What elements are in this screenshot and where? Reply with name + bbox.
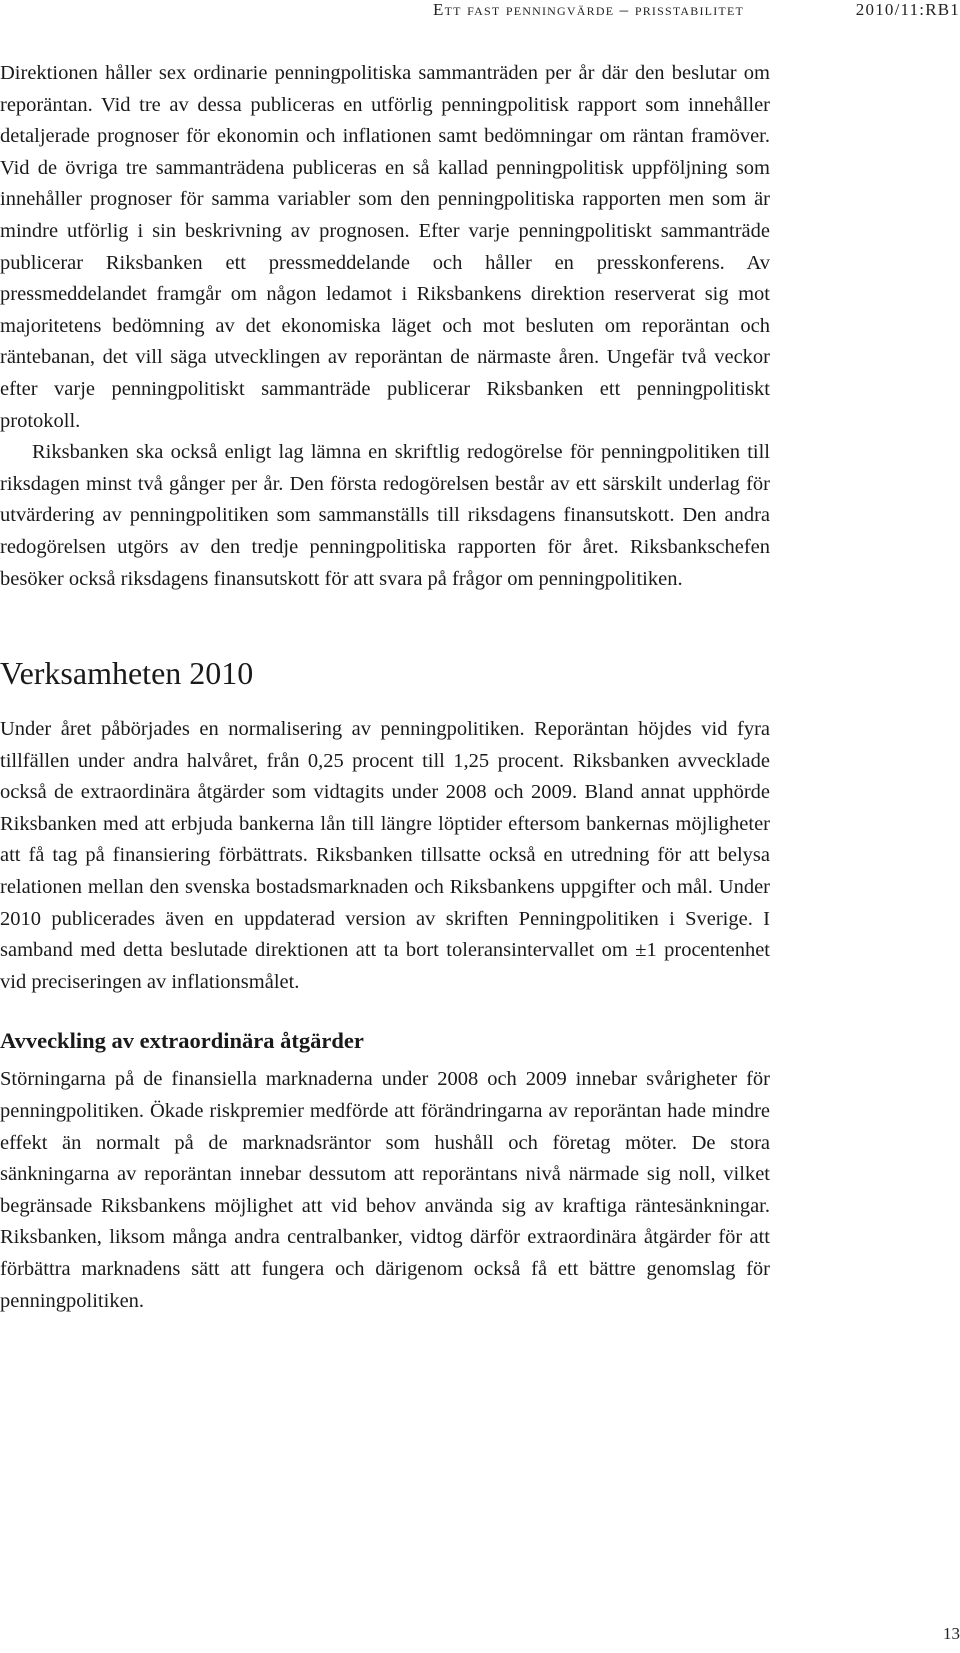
paragraph-avveckling: Störningarna på de finansiella marknaderna under 2008 och 2009 innebar svårigheter för penningpolitiken. Ökade riskpremier medförde att förändringarna av reporäntan hade mindre effekt än normalt på de marknadsräntor som hushåll och företag möter. De stora sänkningarna av reporäntan innebar dessutom att reporäntans nivå närmade sig noll, vilket begränsade Riksbankens möjlighet att vid behov använda sig av kraftiga räntesänkningar. Riksbanken, liksom många andra centralbanker, vidtog därför extraordinära åtgärder för att förbättra marknadens sätt att fungera och därigenom också få ett bättre genomslag för penningpolitiken. [0,1068,770,1312]
paragraph-direktionen: Direktionen håller sex ordinarie penningpolitiska sammanträden per år där den beslutar om reporäntan. Vid tre av dessa publiceras en utförlig penningpolitisk rapport som innehåller detaljerade prognoser för ekonomin och inflationen samt bedömningar om räntan framöver. Vid de övriga tre sammanträdena publiceras en så kallad penningpolitisk uppföljning som innehåller prognoser för samma variabler som den penningpolitiska rapporten men som är mindre utförlig i sin beskrivning av prognosen. Efter varje penningpolitiskt sammanträde publicerar Riksbanken ett pressmeddelande och håller en presskonferens. Av pressmeddelandet framgår om någon ledamot i Riksbankens direktion reserverat sig mot majoritetens bedömning av det ekonomiska läget och mot besluten om reporäntan och räntebanan, det vill säga utvecklingen av reporäntan de närmaste åren. Ungefär två veckor efter varje penningpolitiskt sammanträde publicerar Riksbanken ett penningpolitiskt protokoll. [0,62,770,432]
section-heading: Verksamheten 2010 [0,655,254,692]
page-body [0,58,770,1317]
running-header [0,0,960,24]
running-header-title: Ett fast penningvärde – prisstabilitet [433,0,744,19]
page-number: 13 [943,1624,960,1643]
paragraph-redogorelse: Riksbanken ska också enligt lag lämna en skriftlig redogörelse för penningpolitiken till riksdagen minst två gånger per år. Den första redogörelsen består av ett särskilt underlag för utvärdering av penningpolitiken som sammanställs till riksdagens finansutskott. Den andra redogörelsen utgörs av den tredje penningpolitiska rapporten för året. Riksbankschefen besöker också riksdagens finansutskott för att svara på frågor om penningpolitiken. [0,441,770,590]
paragraph-verksamheten: Under året påbörjades en normalisering av penningpolitiken. Reporäntan höjdes vid fyra tillfällen under andra halvåret, från 0,25 procent till 1,25 procent. Riksbanken avvecklade också de extraordinära åtgärder som vidtagits under 2008 och 2009. Bland annat upphörde Riksbanken med att erbjuda bankerna lån till längre löptider eftersom bankernas möjligheter att få tag på finansiering förbättrats. Riksbanken tillsatte också en utredning för att belysa relationen mellan den svenska bostadsmarknaden och Riksbankens uppgifter och mål. Under 2010 publicerades även en uppdaterad version av skriften Penningpolitiken i Sverige. I samband med detta beslutade direktionen att ta bort toleransintervallet om ±1 procentenhet vid preciseringen av inflationsmålet. [0,718,770,993]
document-code: 2010/11:RB1 [855,0,960,19]
subsection-heading: Avveckling av extraordinära åtgärder [0,1028,364,1054]
